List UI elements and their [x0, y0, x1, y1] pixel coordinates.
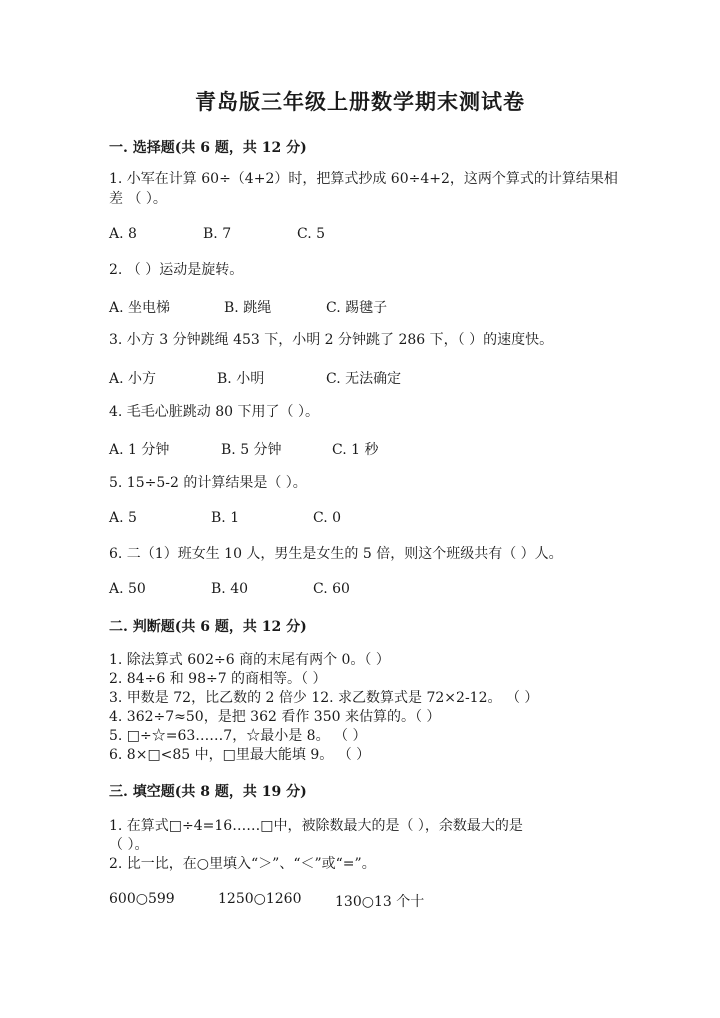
option-c: C. 无法确定 — [326, 371, 402, 387]
compare-item: 600○599 — [109, 891, 175, 907]
option-b: B. 7 — [203, 226, 232, 242]
option-c: C. 5 — [297, 226, 326, 242]
compare-item: 130○13 个十 — [335, 894, 425, 910]
question-text: 4. 毛毛心脏跳动 80 下用了（ ）。 — [109, 404, 319, 420]
option-a: A. 50 — [109, 581, 146, 597]
question-text: 1. 小军在计算 60÷（4+2）时，把算式抄成 60÷4+2，这两个算式的计算结果相 — [109, 171, 618, 187]
option-a: A. 5 — [109, 510, 137, 526]
option-c: C. 1 秒 — [332, 442, 379, 458]
judge-item: 3. 甲数是 72，比乙数的 2 倍少 12. 求乙数算式是 72×2-12。 （ ） — [109, 690, 539, 706]
section-heading-fill: 三. 填空题(共 8 题，共 19 分) — [109, 784, 307, 800]
judge-item: 2. 84÷6 和 98÷7 的商相等。（ ） — [109, 671, 327, 687]
section-heading-choice: 一. 选择题(共 6 题，共 12 分) — [109, 140, 307, 156]
question-text: 2. 比一比，在○里填入“＞”、“＜”或“=”。 — [109, 856, 376, 872]
option-a: A. 1 分钟 — [109, 442, 170, 458]
option-a: A. 8 — [109, 226, 137, 242]
option-b: B. 5 分钟 — [221, 442, 282, 458]
question-text: 差 （ ）。 — [109, 191, 167, 207]
option-c: C. 踢毽子 — [326, 300, 388, 316]
option-b: B. 1 — [211, 510, 240, 526]
question-text: 2. （ ）运动是旋转。 — [109, 262, 244, 278]
option-b: B. 40 — [211, 581, 249, 597]
judge-item: 1. 除法算式 602÷6 商的末尾有两个 0。（ ） — [109, 652, 390, 668]
judge-item: 4. 362÷7≈50，是把 362 看作 350 来估算的。（ ） — [109, 709, 441, 725]
question-text: 6. 二（1）班女生 10 人，男生是女生的 5 倍，则这个班级共有（ ）人。 — [109, 546, 563, 562]
question-text: 1. 在算式□÷4=16……□中，被除数最大的是（ ），余数最大的是 — [109, 818, 523, 834]
section-heading-judge: 二. 判断题(共 6 题，共 12 分) — [109, 619, 307, 635]
question-text: （ ）。 — [109, 837, 149, 853]
option-b: B. 小明 — [217, 371, 265, 387]
compare-item: 1250○1260 — [218, 891, 302, 907]
option-a: A. 坐电梯 — [109, 300, 171, 316]
question-text: 3. 小方 3 分钟跳绳 453 下，小明 2 分钟跳了 286 下，（ ）的速度快。 — [109, 332, 554, 348]
option-b: B. 跳绳 — [224, 300, 272, 316]
option-a: A. 小方 — [109, 371, 157, 387]
judge-item: 5. □÷☆=63……7，☆最小是 8。 （ ） — [109, 728, 367, 744]
judge-item: 6. 8×□<85 中，□里最大能填 9。 （ ） — [109, 747, 371, 763]
option-c: C. 60 — [313, 581, 350, 597]
exam-title: 青岛版三年级上册数学期末测试卷 — [195, 89, 525, 114]
option-c: C. 0 — [313, 510, 342, 526]
question-text: 5. 15÷5-2 的计算结果是（ ）。 — [109, 475, 307, 491]
